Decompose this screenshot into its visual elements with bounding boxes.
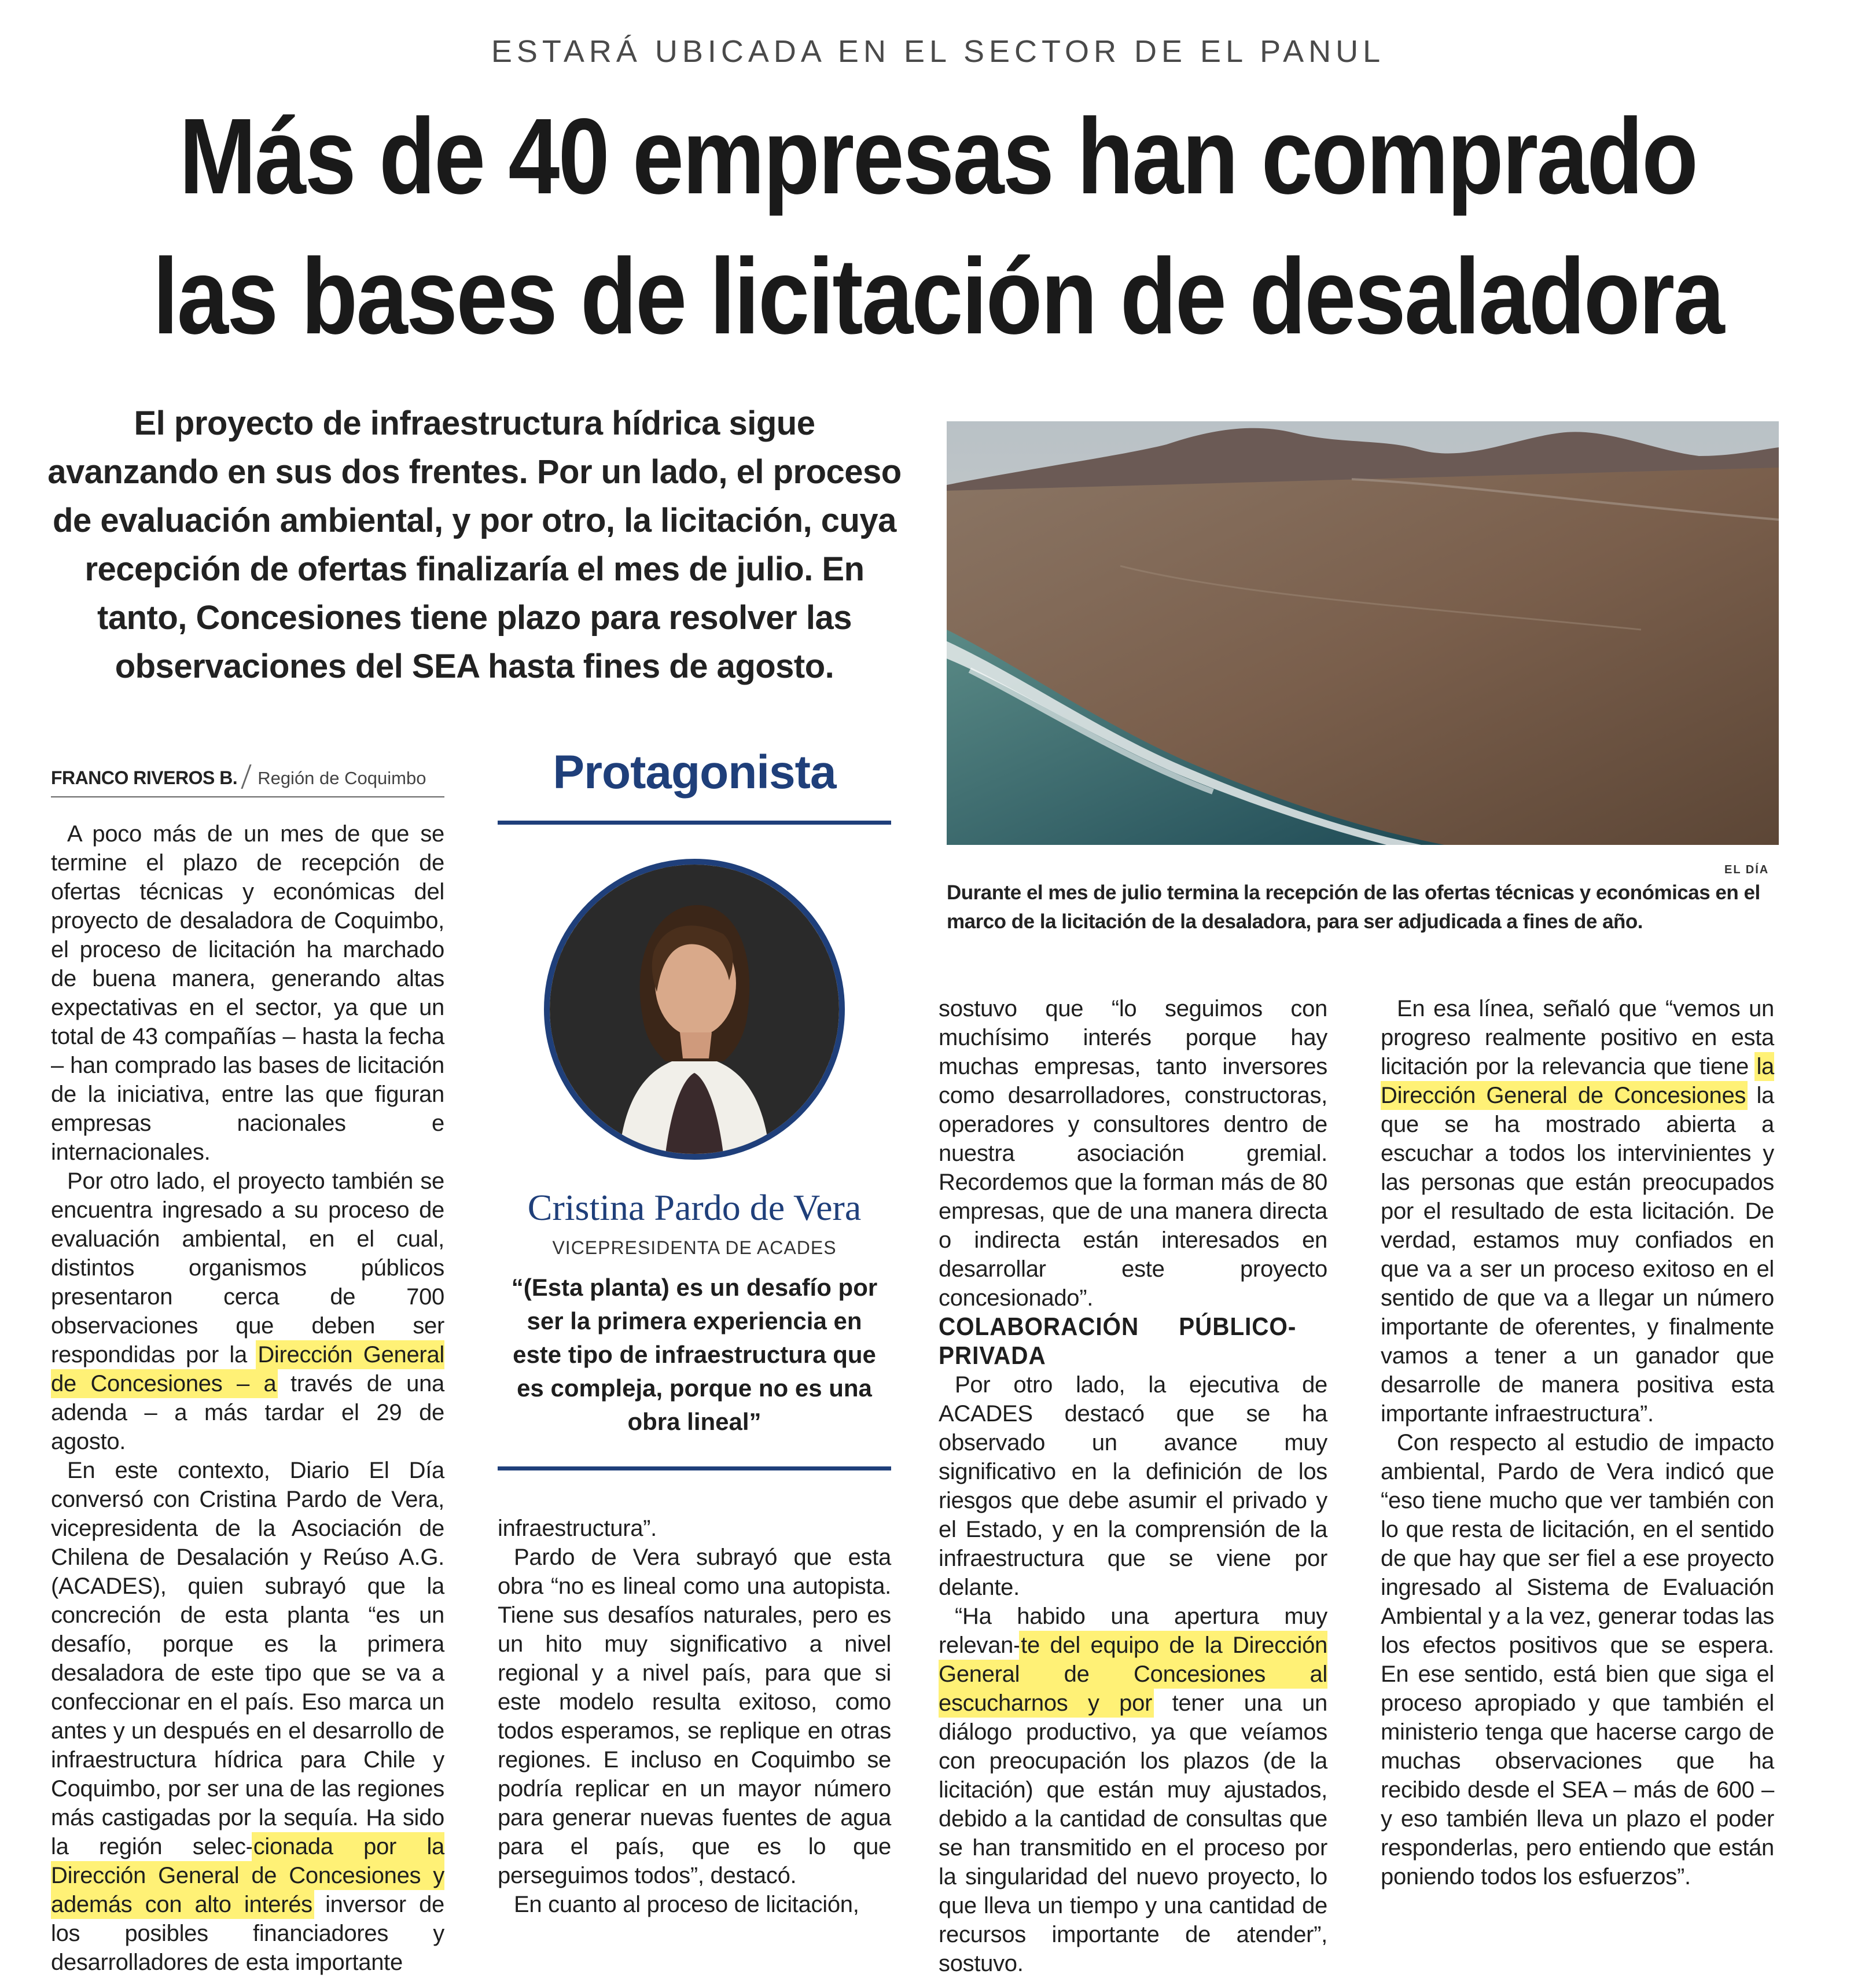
sidebar-person-name: Cristina Pardo de Vera — [527, 1187, 862, 1228]
photo-caption: Durante el mes de julio termina la recepción de las ofertas técnicas y económicas en el marco de la licitación de la desaladora, para ser adjudicada a fines de año. — [947, 881, 1760, 933]
text-run: En esa línea, señaló que “vemos un progreso realmente positivo en esta licitación por la relevancia que tiene — [1381, 996, 1774, 1079]
article-column-4 — [1381, 994, 1774, 1891]
lead-paragraph: El proyecto de infraestructura hídrica sigue avanzando en sus dos frentes. Por un lado, el proceso de evaluación ambiental, y por otro, la licitación, cuya recepción de ofertas finalizaría el mes de julio. En tanto, Concesiones tiene plazo para resolver las observaciones del SEA hasta fines de agosto. — [47, 405, 902, 685]
highlighted-text: la Dirección General de Concesiones — [1381, 1054, 1774, 1108]
subheading: COLABORACIÓN PÚBLICO-PRIVADA — [939, 1312, 1297, 1370]
headline-line-2: las bases de licitación de desaladora — [153, 237, 1723, 356]
article-column-1 — [51, 819, 444, 1977]
text-run: la que se ha mostrado abierta a escuchar a todos los intervinientes y las personas que están preocupados por el resultado de esta licitación. De verdad, estamos muy confiados en que va a ser un proceso exitoso en el sentido de que va a llegar un número importante de oferentes, y finalmente vamos a tener a un ganador que desarrolle de manera positiva esta importante infraestructura”. — [1381, 1083, 1774, 1426]
highlighted-text: cionada por la Dirección General de Concesiones y además con alto interés — [51, 1834, 445, 1917]
paragraph — [51, 1167, 444, 1456]
sidebar-quote: “(Esta planta) es un desafío por ser la primera experiencia en este tipo de infraestructura que es compleja, porque no es una obra lineal” — [511, 1274, 878, 1435]
paragraph: A poco más de un mes de que se termine el plazo de recepción de ofertas técnicas y económicas del proyecto de desaladora de Coquimbo, el proceso de licitación ha marchado de buena manera, generando altas expectativas en el sector, ya que un total de 43 compañías – hasta la fecha – han comprado las bases de licitación de la iniciativa, entre las que figuran empresas nacionales e internacionales. — [51, 821, 444, 1165]
byline-divider — [241, 764, 252, 789]
portrait-avatar — [544, 859, 845, 1160]
sidebar-bottom-rule — [498, 1466, 891, 1470]
sidebar-title: Protagonista — [553, 746, 836, 799]
paragraph: En cuanto al proceso de licitación, — [514, 1892, 859, 1917]
paragraph — [51, 1456, 444, 1977]
paragraph — [1381, 994, 1774, 1428]
paragraph: Por otro lado, la ejecutiva de ACADES destacó que se ha observado un avance muy significativo en la definición de los riesgos que debe asumir el privado y el Estado, y en la comprensión de la infraestructura que se viene por delante. — [939, 1372, 1327, 1600]
photo-credit: EL DÍA — [1724, 863, 1770, 876]
highlighted-text: Dirección General de Concesiones – a — [51, 1342, 444, 1396]
headline-line-1: Más de 40 empresas han comprado — [179, 97, 1697, 216]
paragraph: infraestructura”. — [498, 1516, 657, 1541]
highlighted-text: te del equipo de la Dirección General de Concesiones al escucharnos y por — [939, 1633, 1327, 1716]
text-run: inversor de los posibles financiadores y desarrolladores de esta importante — [51, 1892, 445, 1975]
paragraph — [939, 1602, 1327, 1978]
byline-author: FRANCO RIVEROS B. — [51, 767, 238, 788]
text-run: Por otro lado, el proyecto también se encuentra ingresado a su proceso de evaluación ambiental, en el cual, distintos organismos públicos presentaron cerca de 700 observaciones que deben ser respondidas por la — [51, 1168, 444, 1367]
text-run: tener una un diálogo productivo, ya que veíamos con preocupación los plazos (de la licitación) que están muy ajustados, debido a la cantidad de consultas que se han transmitido en el proceso por la singularidad del nuevo proyecto, lo que lleva un tiempo y una cantidad de recursos importante de atender”, sostuvo. — [939, 1690, 1327, 1976]
byline-region: Región de Coquimbo — [258, 768, 426, 788]
paragraph: Con respecto al estudio de impacto ambiental, Pardo de Vera indicó que “eso tiene mucho que ver también con lo que resta de licitación, en el sentido de que hay que ser fiel a ese proyecto ingresado al Sistema de Evaluación Ambiental y a la vez, generar todas las los efectos positivos que se espera. En ese sentido, está bien que siga el proceso apropiado y que también el ministerio tenga que hacerse cargo de muchas observaciones que ha recibido desde el SEA – más de 600 – y eso también lleva un plazo el poder responderlas, pero entiendo que están poniendo todos los esfuerzos”. — [1381, 1430, 1774, 1889]
sidebar-top-rule — [498, 821, 891, 825]
article-column-3 — [939, 994, 1327, 1978]
text-run: través de una adenda – a más tardar el 29 de agosto. — [51, 1371, 444, 1454]
coastal-landscape-photo — [947, 421, 1779, 845]
byline — [51, 762, 444, 797]
text-run: En este contexto, Diario El Día conversó con Cristina Pardo de Vera, vicepresidenta de la Asociación de Chilena de Desalación y Reúso A.G. (ACADES), quien subrayó que la concreción de esta planta “es un desafío, porque es la primera desaladora de este tipo que se va a confeccionar en el país. Eso marca un antes y un después en el desarrollo de infraestructura hídrica para Chile y Coquimbo, por ser una de las regiones más castigadas por la sequía. Ha sido la región selec- — [51, 1458, 444, 1859]
text-run: “Ha habido una apertura muy relevan- — [939, 1604, 1327, 1658]
paragraph: Pardo de Vera subrayó que esta obra “no es lineal como una autopista. Tiene sus desafíos naturales, pero es un hito muy significativo a nivel regional y a nivel país, para que si este modelo resulta exitoso, como todos esperamos, se replique en otras regiones. E incluso en Coquimbo se podría replicar en un mayor número para generar nuevas fuentes de agua para el país, que es lo que perseguimos todos”, destacó. — [498, 1545, 891, 1888]
sidebar-person-role: VICEPRESIDENTA DE ACADES — [552, 1237, 837, 1258]
article-column-2 — [498, 1514, 891, 1919]
kicker: ESTARÁ UBICADA EN EL SECTOR DE EL PANUL — [491, 34, 1385, 69]
paragraph: sostuvo que “lo seguimos con muchísimo interés porque hay muchas empresas, tanto inversores como desarrolladores, constructoras, operadores y consultores dentro de nuestra asociación gremial. Recordemos que la forman más de 80 empresas, que de una manera directa o indirecta están interesados en desarrollar este proyecto concesionado”. — [939, 996, 1327, 1311]
